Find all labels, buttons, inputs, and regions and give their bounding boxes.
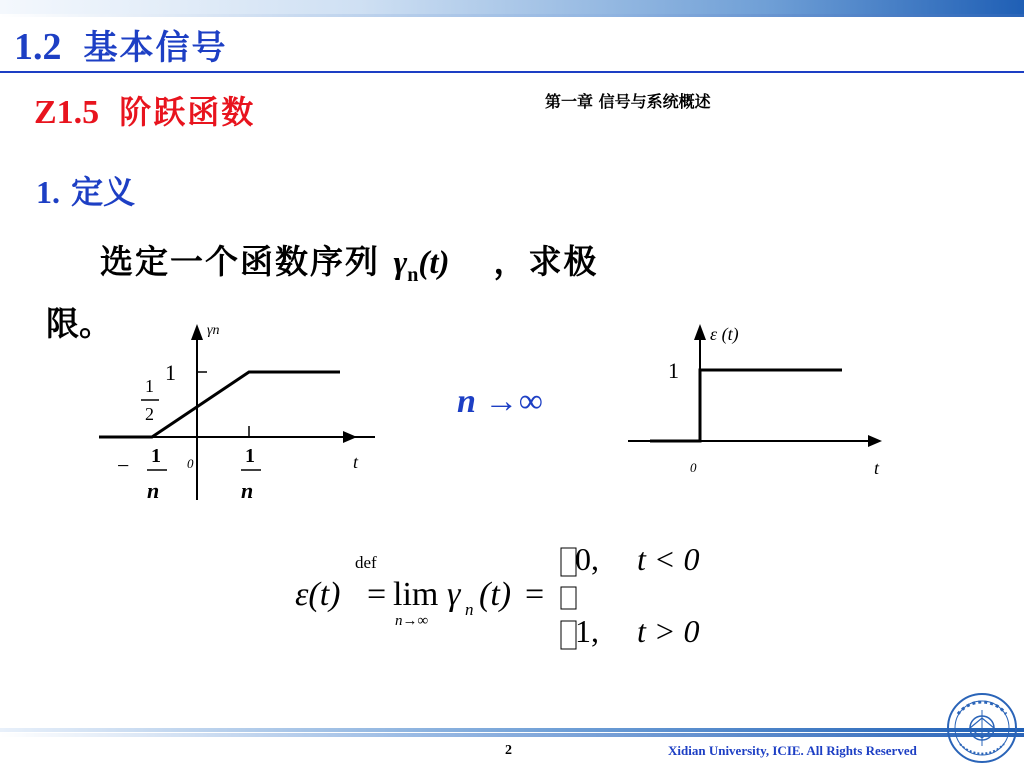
half-denominator: 2 <box>145 404 154 424</box>
def-label: def <box>355 553 377 572</box>
university-seal-logo <box>944 690 1020 766</box>
formula-gamma-argument: (t) <box>479 576 512 613</box>
formula-gamma: γ <box>447 576 461 613</box>
chapter-label: 第一章 信号与系统概述 <box>545 92 711 111</box>
neg-numerator: 1 <box>151 445 161 467</box>
right-origin: 0 <box>690 460 697 475</box>
left-origin: 0 <box>187 456 194 471</box>
case2-value: 1, <box>575 613 599 649</box>
left-y-arrow <box>191 324 203 340</box>
page-title <box>14 20 228 69</box>
case1-condition: t < 0 <box>637 541 700 577</box>
paragraph-line-1 <box>100 236 599 287</box>
right-x-label: t <box>874 458 880 478</box>
section-number: 1.2 <box>14 26 62 68</box>
step-function-formula <box>285 535 725 660</box>
pos-numerator: 1 <box>245 445 255 467</box>
title-underline <box>0 71 1024 73</box>
left-y-label: γn <box>207 323 220 338</box>
formula-equals-2: = <box>525 576 545 613</box>
heading-text: 定义 <box>71 173 136 211</box>
right-x-arrow <box>868 435 882 447</box>
step-graph <box>620 310 890 485</box>
neg-denominator: n <box>147 478 160 503</box>
paragraph-text-before: 选定一个函数序列 <box>100 242 380 281</box>
bottom-banner <box>0 728 1024 732</box>
section-title: 基本信号 <box>83 28 228 68</box>
top-banner <box>0 0 1024 14</box>
gamma-letter: γ <box>393 245 408 281</box>
left-y-tick-label: 1 <box>165 360 176 385</box>
formula-lhs: ε(t) <box>295 576 341 613</box>
bottom-banner-stripe <box>0 733 1024 737</box>
subsection-title <box>34 87 255 133</box>
half-numerator: 1 <box>145 376 154 396</box>
right-y-label: ε (t) <box>710 324 739 344</box>
copyright-notice: Xidian University, ICIE. All Rights Reserved <box>668 743 917 758</box>
case1-value: 0, <box>575 541 599 577</box>
limit-arrow-label: n →∞ <box>457 383 543 420</box>
neg-sign: − <box>117 453 130 478</box>
case2-condition: t > 0 <box>637 613 700 649</box>
right-y-tick-label: 1 <box>668 358 679 383</box>
left-x-arrow <box>343 431 357 443</box>
definition-heading <box>36 167 135 213</box>
ramp-curve <box>99 372 340 437</box>
left-x-label: t <box>353 452 359 472</box>
paragraph-line-2: 限。 <box>46 304 112 343</box>
subsection-name: 阶跃函数 <box>119 93 256 131</box>
lim-subscript: n→∞ <box>395 613 429 629</box>
brace-middle <box>561 587 576 609</box>
formula-gamma-subscript: n <box>465 600 474 619</box>
ramp-graph <box>95 310 375 510</box>
subsection-code: Z1.5 <box>34 94 100 131</box>
pos-denominator: n <box>241 478 254 503</box>
paragraph-text-after: ，求极 <box>493 242 599 281</box>
brace-top <box>561 548 576 576</box>
top-banner-stripe <box>0 14 1024 17</box>
lim-operator: lim <box>393 576 439 613</box>
brace-bottom <box>561 621 576 649</box>
gamma-argument: (t) <box>418 245 450 281</box>
heading-number: 1. <box>36 174 60 210</box>
right-y-arrow <box>694 324 706 340</box>
gamma-subscript: n <box>407 264 419 286</box>
page-number: 2 <box>505 743 512 758</box>
formula-equals-1: = <box>367 576 387 613</box>
gamma-symbol <box>393 245 450 286</box>
